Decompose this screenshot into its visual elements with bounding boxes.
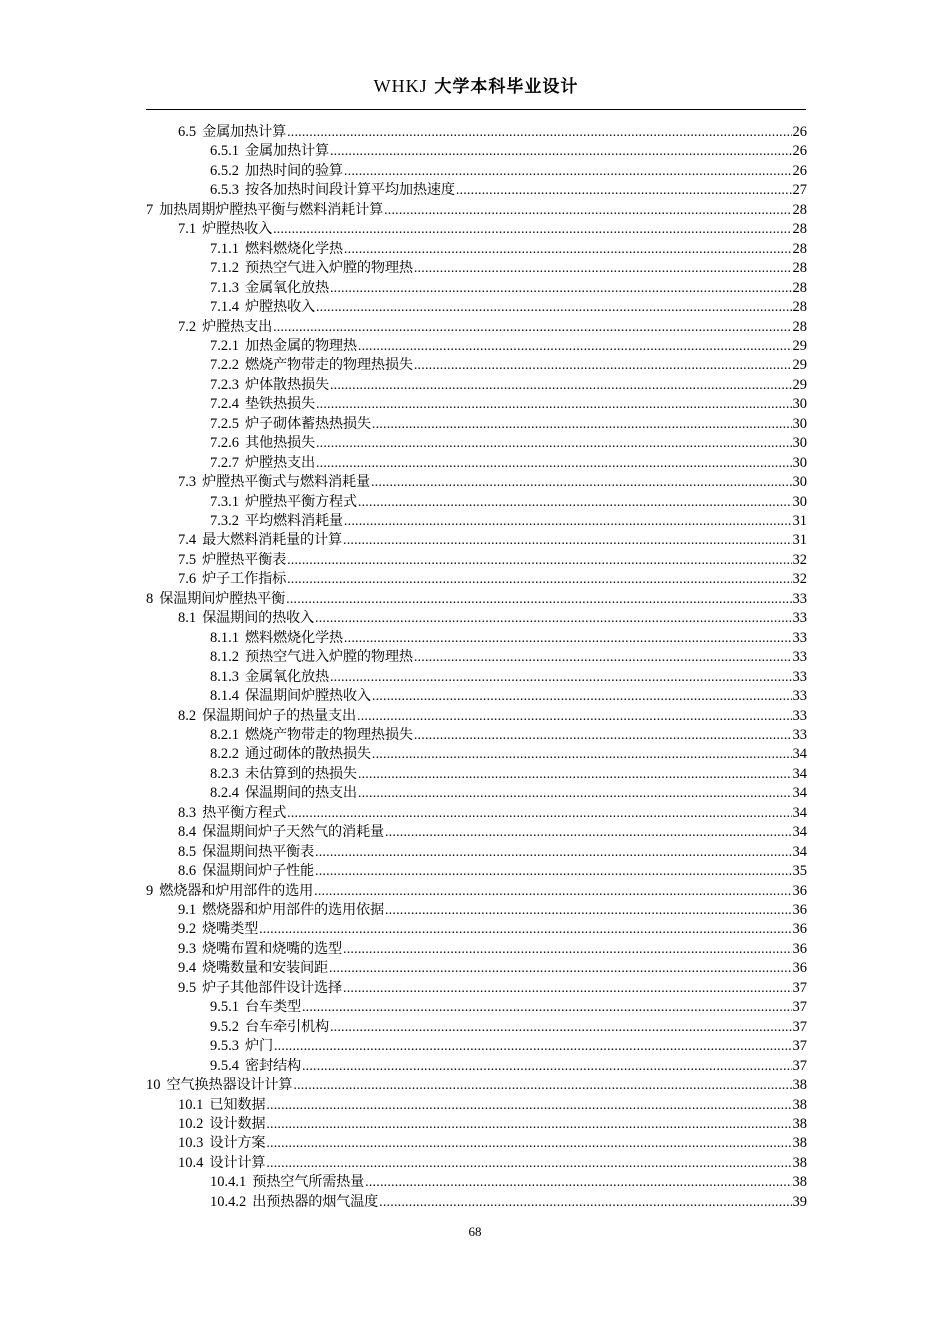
toc-entry[interactable]: [178, 804, 807, 823]
toc-entry-page: 26: [792, 124, 807, 140]
toc-entry-page: 33: [792, 629, 807, 646]
toc-entry-title: 保温期间的热收入: [202, 610, 315, 627]
toc-entry[interactable]: [178, 707, 807, 726]
toc-entry-page: 38: [792, 1077, 807, 1094]
toc-entry-number: 8.1.4: [210, 688, 239, 705]
toc-entry-number: 7.1.2: [210, 260, 239, 277]
toc-leader-dots: [358, 765, 792, 784]
toc-entry[interactable]: [178, 1115, 807, 1134]
toc-entry-title: 设计计算: [209, 1154, 266, 1171]
toc-entry-page: 33: [792, 668, 807, 685]
toc-entry-page: 35: [792, 863, 807, 880]
toc-leader-dots: [316, 434, 792, 453]
toc-entry[interactable]: [210, 1173, 807, 1192]
toc-leader-dots: [371, 473, 792, 492]
toc-entry-title: 保温期间的热支出: [245, 785, 357, 802]
toc-leader-dots: [315, 843, 791, 862]
toc-entry-page: 30: [792, 474, 807, 491]
toc-entry-page: 34: [792, 804, 807, 821]
toc-entry-title: 炉膛热支出: [202, 318, 273, 335]
toc-leader-dots: [287, 123, 791, 142]
toc-entry-number: 7.2.3: [210, 376, 239, 393]
toc-leader-dots: [315, 609, 791, 628]
toc-entry-page: 33: [792, 688, 807, 705]
toc-entry[interactable]: [210, 142, 807, 161]
toc-leader-dots: [316, 298, 792, 317]
toc-entry[interactable]: [210, 279, 807, 298]
toc-entry-title: 炉门: [245, 1038, 273, 1055]
toc-entry-page: 28: [792, 221, 807, 238]
toc-entry-number: 7.3.1: [210, 493, 239, 510]
toc-leader-dots: [358, 337, 792, 356]
toc-entry-page: 31: [792, 513, 807, 529]
toc-entry[interactable]: [210, 493, 807, 512]
toc-entry-number: 8: [146, 590, 154, 607]
toc-entry[interactable]: [178, 901, 807, 920]
toc-entry[interactable]: [178, 862, 807, 881]
toc-entry-number: 8.1.2: [210, 649, 239, 666]
toc-entry-title: 炉膛热平衡式与燃料消耗量: [202, 474, 370, 491]
toc-leader-dots: [287, 804, 791, 823]
toc-entry[interactable]: [178, 318, 807, 337]
toc-entry-page: 32: [792, 551, 807, 568]
toc-entry-title: 炉膛热收入: [202, 221, 273, 238]
toc-entry-number: 9.3: [178, 940, 197, 957]
toc-leader-dots: [259, 920, 791, 939]
toc-entry-number: 10: [146, 1077, 161, 1094]
toc-leader-dots: [286, 590, 791, 609]
toc-leader-dots: [357, 707, 792, 726]
toc-entry-number: 7.1.1: [210, 240, 239, 257]
toc-entry-title: 预热空气进入炉膛的物理热: [245, 649, 413, 666]
toc-entry-page: 30: [792, 415, 807, 432]
toc-entry-page: 30: [792, 493, 807, 510]
toc-entry-title: 预热空气进入炉膛的物理热: [245, 260, 413, 277]
toc-leader-dots: [358, 784, 792, 803]
toc-entry-page: 33: [792, 590, 807, 607]
page-number: 68: [468, 1224, 482, 1239]
toc-leader-dots: [316, 395, 792, 414]
toc-leader-dots: [330, 376, 792, 395]
toc-leader-dots: [266, 1096, 791, 1115]
toc-entry[interactable]: [210, 1018, 807, 1037]
toc-entry-page: 31: [792, 532, 807, 549]
toc-leader-dots: [316, 454, 792, 473]
toc-leader-dots: [372, 745, 792, 764]
toc-leader-dots: [344, 629, 792, 648]
toc-entry-title: 最大燃料消耗量的计算: [202, 532, 343, 549]
toc-entry[interactable]: [210, 298, 807, 317]
toc-leader-dots: [287, 551, 791, 570]
toc-leader-dots: [330, 279, 792, 298]
toc-entry-title: 保温期间炉子天然气的消耗量: [202, 824, 384, 841]
toc-entry-number: 7.4: [178, 532, 197, 549]
toc-entry-page: 29: [792, 376, 807, 393]
toc-leader-dots: [315, 862, 791, 881]
toc-entry-number: 9: [146, 882, 154, 899]
toc-entry-number: 7.2: [178, 318, 197, 335]
toc-leader-dots: [314, 882, 791, 901]
toc-entry-title: 炉体散热损失: [245, 376, 329, 393]
toc-leader-dots: [344, 512, 792, 531]
toc-entry[interactable]: [210, 162, 807, 181]
toc-entry[interactable]: [210, 668, 807, 687]
toc-entry-title: 保温期间热平衡表: [202, 843, 315, 860]
toc-entry[interactable]: [178, 940, 807, 959]
toc-leader-dots: [302, 998, 792, 1017]
toc-entry-page: 38: [792, 1154, 807, 1171]
toc-entry-number: 7.2.6: [210, 435, 239, 452]
toc-entry[interactable]: [178, 473, 807, 492]
toc-entry-page: 30: [792, 454, 807, 471]
toc-entry-page: 36: [792, 921, 807, 938]
toc-leader-dots: [302, 1057, 792, 1076]
toc-entry-page: 34: [792, 746, 807, 763]
toc-entry-title: 其他热损失: [245, 435, 315, 452]
toc-entry[interactable]: [146, 882, 807, 901]
toc-entry[interactable]: [178, 1096, 807, 1115]
toc-entry-title: 保温期间炉膛热平衡: [159, 590, 286, 607]
toc-entry-page: 34: [792, 765, 807, 782]
toc-leader-dots: [344, 240, 792, 259]
header-title: 大学本科毕业设计: [434, 77, 579, 97]
toc-entry-page: 33: [792, 726, 807, 743]
toc-entry-number: 10.4.2: [210, 1193, 247, 1210]
toc-entry-number: 9.1: [178, 902, 197, 918]
toc-leader-dots: [273, 220, 791, 239]
toc-entry[interactable]: [178, 1134, 807, 1153]
toc-entry-number: 8.2.1: [210, 726, 239, 743]
toc-entry-number: 7.2.2: [210, 357, 239, 374]
toc-entry-page: 38: [792, 1174, 807, 1191]
toc-leader-dots: [365, 1173, 791, 1192]
toc-entry[interactable]: [210, 1193, 807, 1212]
toc-leader-dots: [329, 959, 791, 978]
toc-entry-page: 29: [792, 357, 807, 374]
toc-entry-title: 加热周期炉膛热平衡与燃料消耗计算: [159, 201, 384, 218]
toc-entry[interactable]: [178, 920, 807, 939]
toc-entry-number: 8.1.3: [210, 668, 239, 685]
toc-entry-title: 密封结构: [245, 1057, 301, 1074]
toc-entry-title: 金属氧化放热: [245, 279, 329, 296]
toc-entry-title: 保温期间炉子的热量支出: [202, 707, 356, 724]
toc-entry-page: 33: [792, 649, 807, 666]
toc-entry-number: 10.4.1: [210, 1174, 247, 1191]
toc-entry-page: 30: [792, 435, 807, 452]
toc-entry-title: 空气换热器设计计算: [166, 1077, 293, 1094]
toc-entry-title: 热平衡方程式: [202, 804, 287, 821]
toc-entry-page: 37: [792, 1018, 807, 1035]
toc-entry-number: 7.3.2: [210, 513, 239, 529]
toc-entry-number: 8.1: [178, 610, 197, 627]
toc-entry-title: 台车牵引机构: [245, 1018, 329, 1035]
toc-entry[interactable]: [210, 765, 807, 784]
toc-entry-number: 8.2: [178, 707, 197, 724]
toc-entry-title: 未估算到的热损失: [245, 765, 357, 782]
toc-entry-page: 37: [792, 1038, 807, 1055]
toc-leader-dots: [414, 356, 792, 375]
toc-entry-title: 炉膛热收入: [245, 299, 315, 316]
toc-entry-page: 28: [792, 201, 807, 218]
toc-entry-title: 烧嘴布置和烧嘴的选型: [202, 940, 343, 957]
toc-entry-page: 33: [792, 707, 807, 724]
toc-leader-dots: [414, 259, 792, 278]
toc-entry-page: 34: [792, 824, 807, 841]
toc-entry[interactable]: [210, 240, 807, 259]
toc-entry-page: 30: [792, 396, 807, 413]
page-header: [146, 74, 806, 99]
toc-entry-number: 6.5.1: [210, 143, 239, 160]
toc-entry[interactable]: [178, 959, 807, 978]
toc-entry-page: 28: [792, 279, 807, 296]
toc-leader-dots: [274, 1037, 792, 1056]
toc-entry-number: 7.2.4: [210, 396, 239, 413]
toc-entry-number: 10.3: [178, 1135, 204, 1152]
toc-entry-number: 8.2.4: [210, 785, 239, 802]
toc-entry-number: 9.5.1: [210, 999, 239, 1016]
toc-leader-dots: [266, 1154, 791, 1173]
toc-entry-title: 炉子其他部件设计选择: [202, 979, 343, 996]
toc-entry-number: 8.2.3: [210, 765, 239, 782]
toc-entry-page: 37: [792, 979, 807, 996]
toc-entry-title: 出预热器的烟气温度: [252, 1193, 379, 1210]
toc-entry-page: 28: [792, 260, 807, 277]
toc-entry-number: 9.5.2: [210, 1018, 239, 1035]
toc-entry-number: 8.1.1: [210, 629, 239, 646]
toc-entry-title: 炉子砌体蓄热热损失: [245, 415, 371, 432]
toc-entry[interactable]: [178, 220, 807, 239]
toc-entry-number: 7.1.4: [210, 299, 239, 316]
toc-leader-dots: [273, 318, 791, 337]
toc-entry-page: 33: [792, 610, 807, 627]
toc-leader-dots: [343, 531, 791, 550]
toc-entry-title: 垫铁热损失: [245, 396, 315, 413]
toc-entry[interactable]: [210, 415, 807, 434]
toc-entry-number: 7.1.3: [210, 279, 239, 296]
toc-entry-title: 平均燃料消耗量: [245, 513, 343, 529]
toc-entry-number: 6.5: [178, 124, 197, 140]
toc-entry[interactable]: [210, 454, 807, 473]
toc-entry-page: 28: [792, 318, 807, 335]
toc-entry-title: 金属加热计算: [245, 143, 329, 160]
toc-entry-number: 7.5: [178, 551, 197, 568]
toc-leader-dots: [266, 1115, 791, 1134]
toc-entry-page: 26: [792, 162, 807, 179]
toc-entry-title: 加热时间的验算: [245, 162, 343, 179]
toc-entry[interactable]: [210, 181, 807, 200]
toc-entry-title: 保温期间炉子性能: [202, 863, 315, 880]
toc-entry[interactable]: [210, 687, 807, 706]
toc-entry-title: 炉子工作指标: [202, 571, 287, 588]
toc-entry[interactable]: [210, 1057, 807, 1076]
toc-entry[interactable]: [210, 998, 807, 1017]
toc-entry[interactable]: [210, 745, 807, 764]
toc-entry-title: 炉膛热平衡表: [202, 551, 287, 568]
toc-entry[interactable]: [210, 1037, 807, 1056]
toc-entry[interactable]: [178, 551, 807, 570]
toc-entry[interactable]: [146, 590, 807, 609]
toc-entry-title: 设计方案: [209, 1135, 266, 1152]
toc-entry-page: 29: [792, 337, 807, 354]
toc-entry-title: 保温期间炉膛热收入: [245, 688, 371, 705]
toc-entry[interactable]: [178, 531, 807, 550]
toc-entry-number: 7.6: [178, 571, 197, 588]
toc-entry-number: 9.4: [178, 960, 197, 977]
toc-entry-number: 7.3: [178, 474, 197, 491]
toc-entry-number: 9.5.3: [210, 1038, 239, 1055]
toc-entry-page: 27: [792, 182, 807, 199]
toc-entry[interactable]: [210, 395, 807, 414]
toc-entry[interactable]: [178, 123, 807, 142]
toc-entry-title: 燃烧产物带走的物理热损失: [245, 726, 413, 743]
toc-entry-title: 烧嘴数量和安装间距: [202, 960, 329, 977]
toc-entry-number: 9.5.4: [210, 1057, 239, 1074]
toc-entry-page: 32: [792, 571, 807, 588]
toc-leader-dots: [414, 648, 792, 667]
toc-leader-dots: [358, 493, 792, 512]
toc-entry[interactable]: [178, 979, 807, 998]
toc-entry-page: 36: [792, 902, 807, 918]
toc-entry-title: 燃烧器和炉用部件的选用依据: [202, 902, 384, 918]
toc-entry[interactable]: [178, 843, 807, 862]
toc-entry-number: 10.4: [178, 1154, 204, 1171]
toc-entry-page: 26: [792, 143, 807, 160]
toc-entry-title: 炉膛热支出: [245, 454, 315, 471]
toc-entry-title: 加热金属的物理热: [245, 337, 357, 354]
toc-entry-title: 已知数据: [209, 1096, 266, 1113]
toc-leader-dots: [330, 1018, 792, 1037]
toc-entry-page: 34: [792, 785, 807, 802]
toc-entry-page: 37: [792, 999, 807, 1016]
toc-entry-title: 按各加热时间段计算平均加热速度: [245, 182, 455, 199]
toc-entry[interactable]: [210, 337, 807, 356]
toc-entry-page: 28: [792, 240, 807, 257]
toc-leader-dots: [372, 687, 792, 706]
toc-entry-number: 10.2: [178, 1115, 204, 1132]
toc-entry[interactable]: [178, 823, 807, 842]
toc-entry[interactable]: [210, 726, 807, 745]
toc-leader-dots: [343, 979, 791, 998]
toc-entry[interactable]: [210, 648, 807, 667]
toc-entry[interactable]: [146, 1076, 807, 1095]
toc-entry[interactable]: [210, 259, 807, 278]
toc-entry-number: 8.2.2: [210, 746, 239, 763]
toc-entry[interactable]: [210, 376, 807, 395]
toc-leader-dots: [379, 1193, 791, 1212]
toc-leader-dots: [287, 570, 791, 589]
toc-entry[interactable]: [210, 434, 807, 453]
toc-entry-number: 8.3: [178, 804, 197, 821]
toc-leader-dots: [344, 162, 792, 181]
toc-entry-title: 燃烧器和炉用部件的选用: [159, 882, 314, 899]
toc-entry-number: 7.2.5: [210, 415, 239, 432]
toc-entry-page: 28: [792, 299, 807, 316]
toc-entry-number: 8.5: [178, 843, 197, 860]
toc-leader-dots: [330, 668, 792, 687]
toc-entry-number: 7.1: [178, 221, 197, 238]
toc-leader-dots: [266, 1134, 791, 1153]
toc-entry[interactable]: [178, 570, 807, 589]
toc-entry-number: 9.2: [178, 921, 197, 938]
toc-leader-dots: [372, 415, 792, 434]
toc-entry-page: 34: [792, 843, 807, 860]
toc-entry[interactable]: [178, 1154, 807, 1173]
toc-entry-number: 9.5: [178, 979, 197, 996]
toc-entry-number: 6.5.2: [210, 162, 239, 179]
toc-entry-number: 7: [146, 201, 154, 218]
toc-entry-title: 燃烧产物带走的物理热损失: [245, 357, 413, 374]
header-rule: [146, 109, 806, 110]
toc-entry[interactable]: [210, 512, 807, 531]
toc-entry-number: 8.4: [178, 824, 197, 841]
toc-entry-page: 38: [792, 1096, 807, 1113]
toc-entry[interactable]: [178, 609, 807, 628]
toc-entry-title: 设计数据: [209, 1115, 266, 1132]
toc-entry[interactable]: [210, 629, 807, 648]
toc-entry-number: 6.5.3: [210, 182, 239, 199]
toc-entry-number: 7.2.1: [210, 337, 239, 354]
toc-entry-title: 炉膛热平衡方程式: [245, 493, 357, 510]
toc-entry-title: 燃料燃烧化学热: [245, 629, 343, 646]
toc-leader-dots: [384, 201, 791, 220]
toc-entry-title: 预热空气所需热量: [252, 1174, 365, 1191]
toc-leader-dots: [330, 142, 792, 161]
toc-entry-number: 7.2.7: [210, 454, 239, 471]
toc-entry-page: 36: [792, 882, 807, 899]
toc-entry-page: 38: [792, 1135, 807, 1152]
toc-entry-title: 燃料燃烧化学热: [245, 240, 343, 257]
toc-leader-dots: [385, 823, 792, 842]
toc-entry-title: 通过砌体的散热损失: [245, 746, 371, 763]
toc-entry[interactable]: [210, 784, 807, 803]
toc-entry[interactable]: [146, 201, 807, 220]
toc-entry-page: 36: [792, 940, 807, 957]
toc-entry-page: 39: [792, 1193, 807, 1210]
toc-leader-dots: [456, 181, 792, 200]
toc-entry-title: 金属氧化放热: [245, 668, 329, 685]
toc-leader-dots: [293, 1076, 791, 1095]
header-school-code: WHKJ: [373, 76, 428, 96]
toc-entry-page: 38: [792, 1115, 807, 1132]
toc-leader-dots: [385, 901, 792, 920]
toc-entry-title: 台车类型: [245, 999, 301, 1016]
toc-entry-number: 10.1: [178, 1096, 204, 1113]
toc-entry-page: 37: [792, 1057, 807, 1074]
toc-leader-dots: [414, 726, 792, 745]
toc-entry-title: 金属加热计算: [202, 124, 287, 140]
toc-entry-title: 烧嘴类型: [202, 921, 259, 938]
toc-entry-number: 8.6: [178, 863, 197, 880]
toc-leader-dots: [343, 940, 791, 959]
toc-entry[interactable]: [210, 356, 807, 375]
toc-entry-page: 36: [792, 960, 807, 977]
